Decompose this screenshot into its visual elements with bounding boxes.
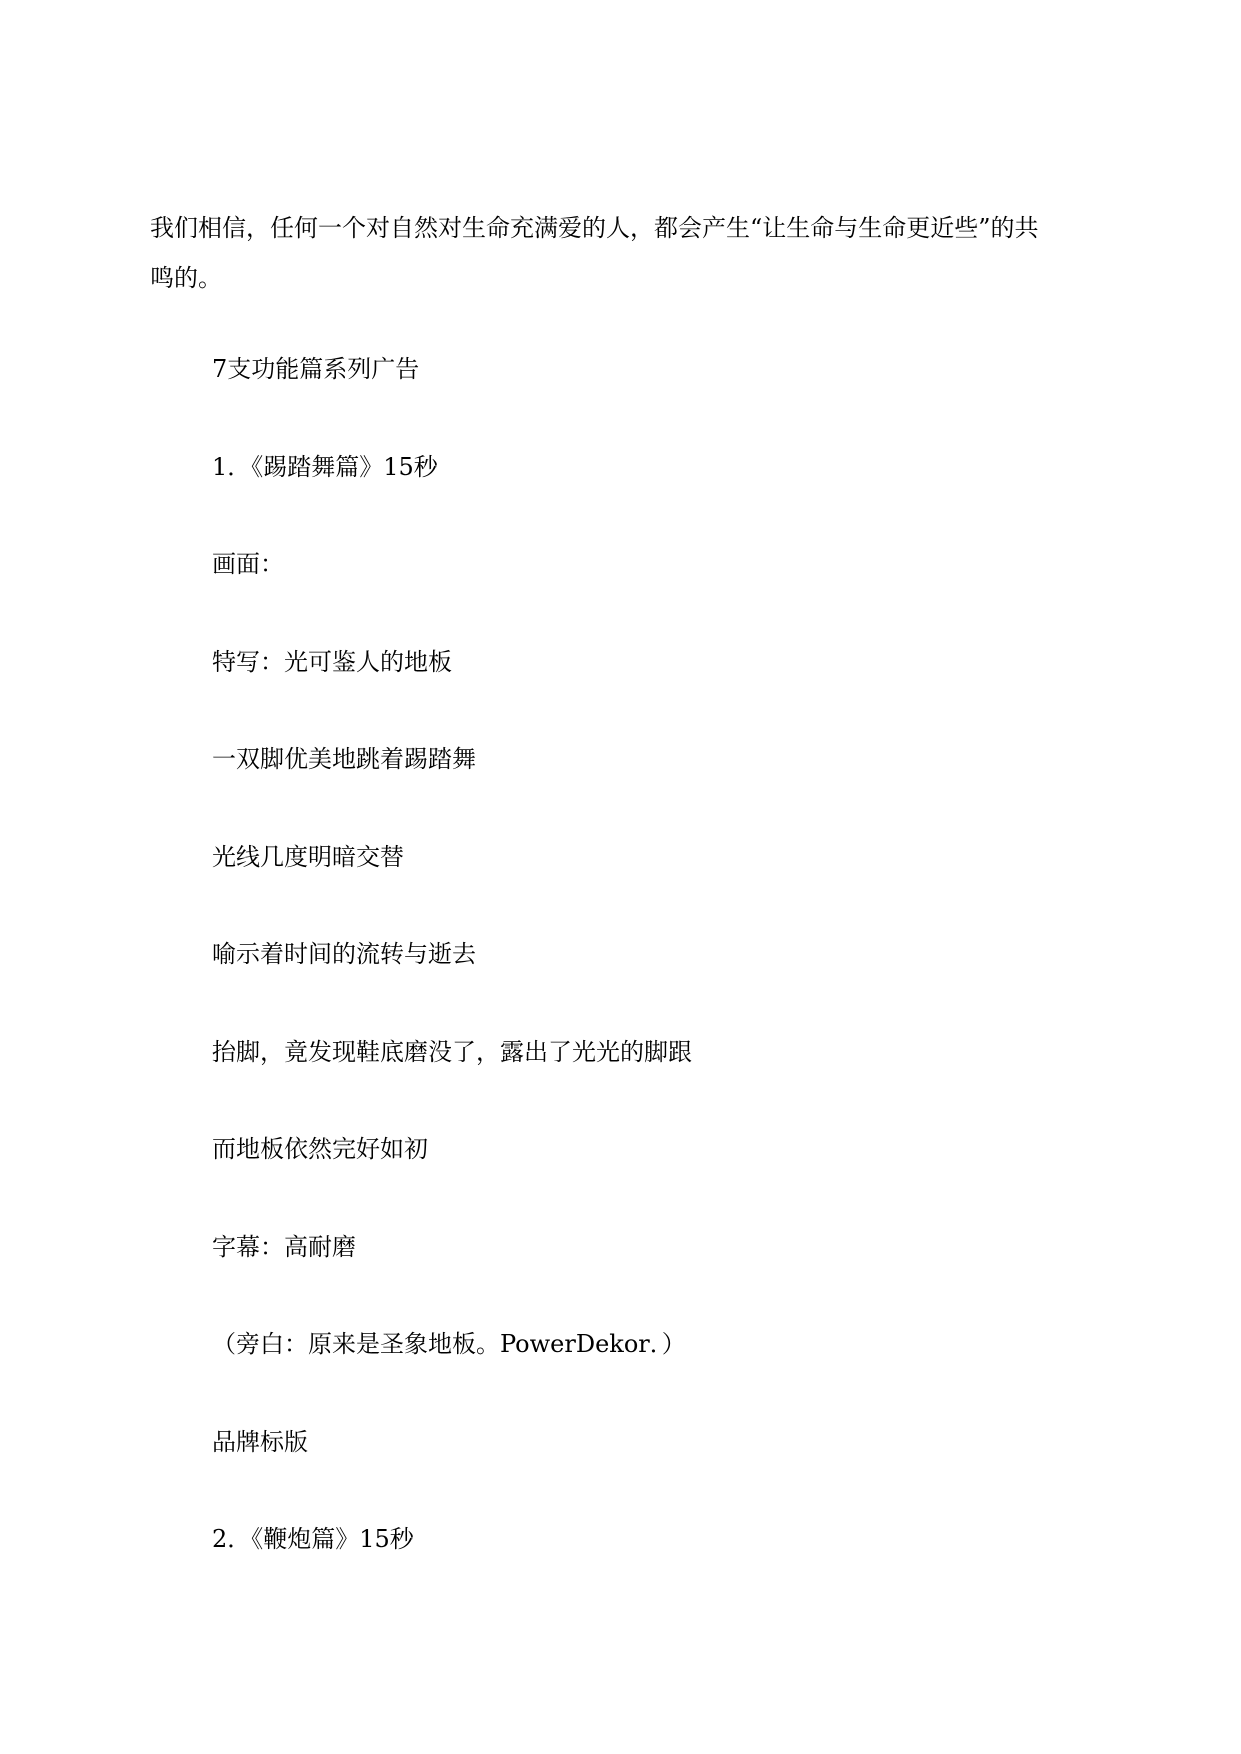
script-line: 光线几度明暗交替: [212, 842, 404, 871]
intro-paragraph: [150, 203, 1100, 303]
ad-script-content: [212, 349, 1112, 1617]
section-heading: 7支功能篇系列广告: [212, 355, 420, 383]
script-line: 特写：光可鉴人的地板: [212, 647, 452, 676]
intro-line-1: 我们相信，任何一个对自然对生命充满爱的人，都会产生“让生命与生命更近些”的共: [150, 214, 1039, 242]
scene-label: 画面：: [212, 550, 284, 578]
intro-line-2: 鸣的。: [150, 264, 222, 292]
script-line: 一双脚优美地跳着踢踏舞: [212, 745, 476, 773]
script-line: 而地板依然完好如初: [212, 1135, 428, 1163]
brand-board-line: 品牌标版: [212, 1427, 308, 1456]
ad-title-2: 2．《鞭炮篇》15秒: [212, 1525, 414, 1553]
ad-title-1: 1．《踢踏舞篇》15秒: [212, 452, 438, 481]
subtitle-line: 字幕：高耐磨: [212, 1232, 356, 1261]
voiceover-line: （旁白：原来是圣象地板。PowerDekor．）: [212, 1330, 686, 1358]
script-line: 喻示着时间的流转与逝去: [212, 940, 476, 968]
script-line: 抬脚，竟发现鞋底磨没了，露出了光光的脚跟: [212, 1037, 692, 1066]
